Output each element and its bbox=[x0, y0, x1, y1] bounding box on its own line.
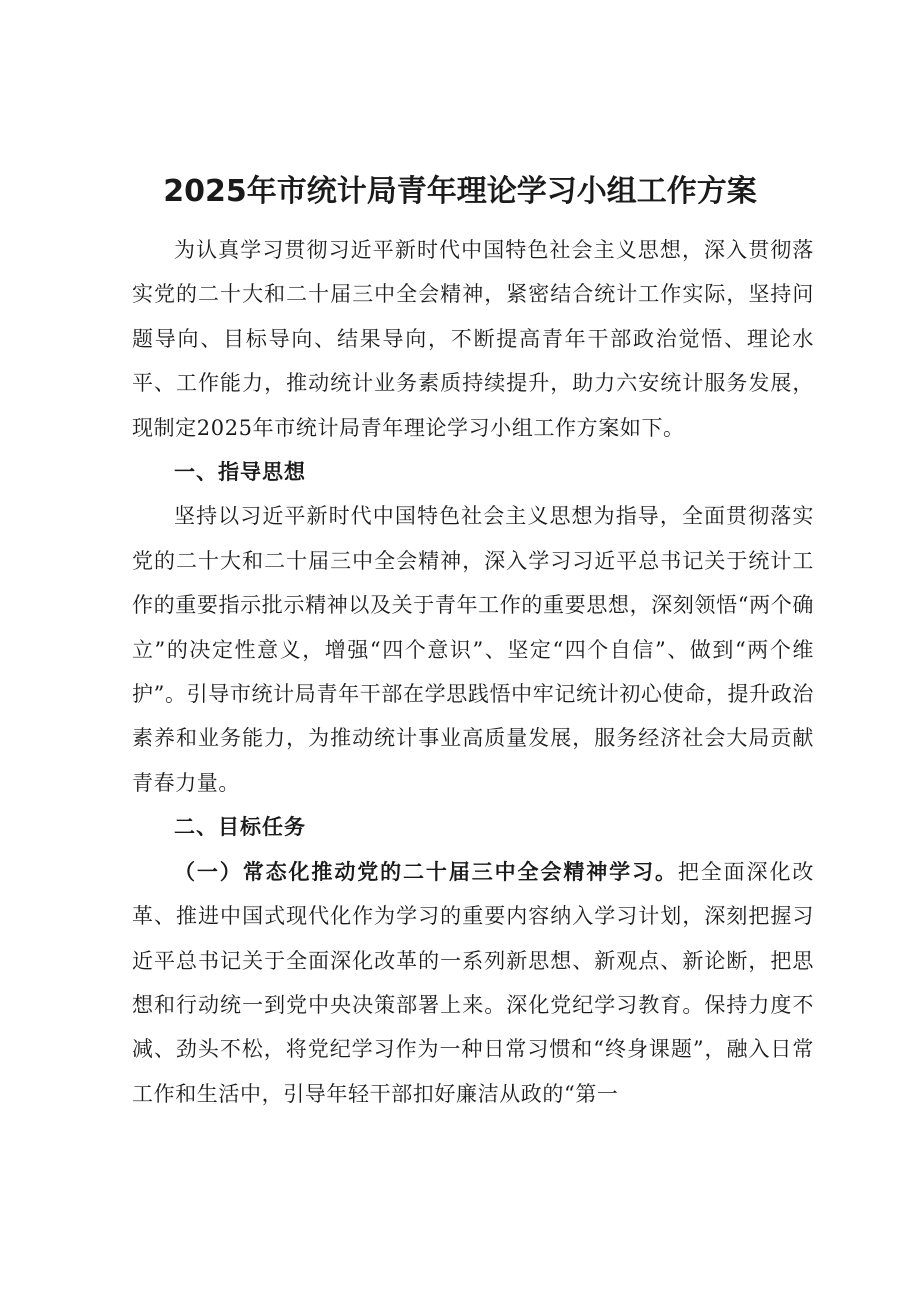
section-heading-guiding-ideology: 一、指导思想 bbox=[174, 460, 306, 485]
guiding-ideology-paragraph: 坚持以习近平新时代中国特色社会主义思想为指导，全面贯彻落实党的二十大和二十届三中全会精神，深入学习习近平总书记关于统计工作的重要指示批示精神以及关于青年工作的重要思想，深刻领悟“两个确立”的决定性意义，增强“四个意识”、坚定“四个自信”、做到“两个维护”。引导市统计局青年干部在学思践悟中牢记统计初心使命，提升政治素养和业务能力，为推动统计事业高质量发展，服务经济社会大局贡献青春力量。 bbox=[132, 504, 814, 795]
document-title: 2025年市统计局青年理论学习小组工作方案 bbox=[163, 174, 757, 209]
goals-tasks-paragraph bbox=[132, 850, 814, 1116]
document-body bbox=[132, 228, 814, 1116]
intro-paragraph: 为认真学习贯彻习近平新时代中国特色社会主义思想，深入贯彻落实党的二十大和二十届三中全会精神，紧密结合统计工作实际，坚持问题导向、目标导向、结果导向，不断提高青年干部政治觉悟、理论水平、工作能力，推动统计业务素质持续提升，助力六安统计服务发展，现制定2025年市统计局青年理论学习小组工作方案如下。 bbox=[132, 238, 814, 440]
section-heading-goals-tasks: 二、目标任务 bbox=[174, 815, 306, 840]
subsection-title: （一）常态化推动党的二十届三中全会精神学习。 bbox=[174, 859, 678, 884]
subsection-text: 把全面深化改革、推进中国式现代化作为学习的重要内容纳入学习计划，深刻把握习近平总书记关于全面深化改革的一系列新思想、新观点、新论断，把思想和行动统一到党中央决策部署上来。深化党纪学习教育。保持力度不减、劲头不松，将党纪学习作为一种日常习惯和“终身课题”，融入日常工作和生活中，引导年轻干部扣好廉洁从政的“第一 bbox=[132, 859, 814, 1106]
